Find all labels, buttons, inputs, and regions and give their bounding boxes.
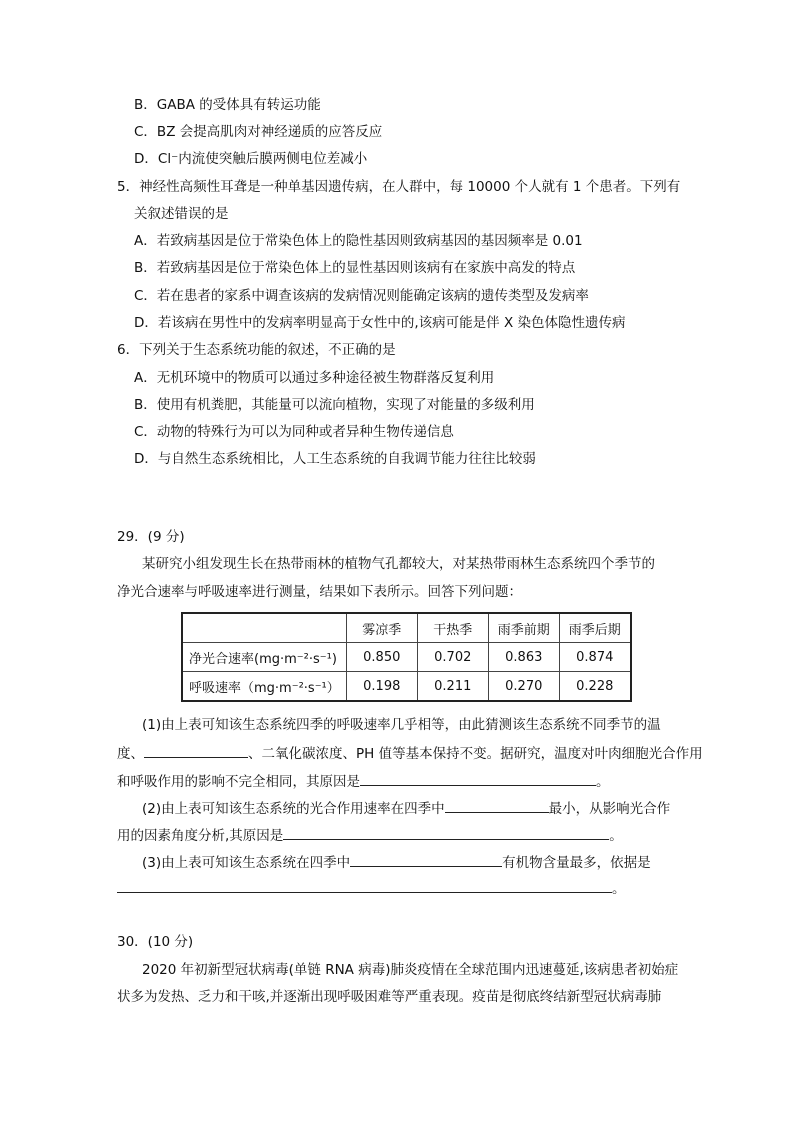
table-cell: 0.270 [488, 672, 559, 702]
answer-blank[interactable] [445, 798, 549, 813]
q29-part1-text: 、二氧化碳浓度、PH 值等基本保持不变。据研究，温度对叶肉细胞光合作用 [248, 746, 703, 762]
table-cell: 0.850 [346, 643, 417, 672]
q30-header: 30．(10 分) [117, 934, 194, 950]
answer-blank[interactable] [144, 743, 248, 758]
q29-header: 29．(9 分) [117, 529, 185, 545]
q29-part2-text: 最小，从影响光合作 [548, 801, 671, 817]
q4-option-b: B．GABA 的受体具有转运功能 [134, 97, 321, 113]
q29-part2-text: 用的因素角度分析,其原因是 [117, 828, 284, 844]
table-header-row [182, 613, 631, 643]
q29-part1-text: 度、 [117, 746, 144, 762]
q29-part2-text: (2)由上表可知该生态系统的光合作用速率在四季中 [142, 801, 445, 817]
q5-stem-line1: 5．神经性高频性耳聋是一种单基因遗传病，在人群中，每 10000 个人就有 1 个患者。下列有 [117, 179, 681, 195]
q29-rate-table [181, 612, 632, 702]
q29-part3-text: (3)由上表可知该生态系统在四季中 [142, 855, 351, 871]
q5-option-b: B．若致病基因是位于常染色体上的显性基因则该病有在家族中高发的特点 [134, 260, 576, 276]
q5-stem-line2: 关叙述错误的是 [134, 206, 229, 222]
table-cell: 0.211 [417, 672, 488, 702]
answer-blank[interactable] [360, 771, 596, 786]
q5-option-a: A．若致病基因是位于常染色体上的隐性基因则致病基因的基因频率是 0.01 [134, 233, 583, 249]
q29-part1-line2 [117, 743, 703, 763]
q4-option-d: D．Cl⁻内流使突触后膜两侧电位差减小 [134, 151, 368, 167]
table-cell: 0.228 [559, 672, 631, 702]
q29-intro-line2: 净光合速率与呼吸速率进行测量，结果如下表所示。回答下列问题： [117, 584, 522, 600]
table-row [182, 643, 631, 672]
table-cell: 0.863 [488, 643, 559, 672]
q29-part1-line3 [117, 771, 610, 791]
table-cell: 0.874 [559, 643, 631, 672]
q29-intro-line1: 某研究小组发现生长在热带雨林的植物气孔都较大，对某热带雨林生态系统四个季节的 [142, 556, 655, 572]
table-cell: 0.198 [346, 672, 417, 702]
q29-part3-line1 [142, 852, 651, 872]
table-col-header: 雨季后期 [559, 613, 631, 643]
q6-option-a: A．无机环境中的物质可以通过多种途径被生物群落反复利用 [134, 370, 495, 386]
answer-blank[interactable] [117, 892, 612, 893]
q29-part2-line1 [142, 798, 670, 818]
answer-blank[interactable] [283, 825, 609, 840]
table-col-header: 雨季前期 [488, 613, 559, 643]
table-row [182, 672, 631, 702]
q29-part3-end: 。 [612, 881, 626, 897]
q6-stem: 6．下列关于生态系统功能的叙述，不正确的是 [117, 342, 396, 358]
q6-option-c: C．动物的特殊行为可以为同种或者异种生物传递信息 [134, 424, 454, 440]
q6-option-b: B．使用有机粪肥，其能量可以流向植物，实现了对能量的多级利用 [134, 397, 535, 413]
q29-part1-text: 。 [596, 774, 610, 790]
q5-option-c: C．若在患者的家系中调查该病的发病情况则能确定该病的遗传类型及发病率 [134, 288, 589, 304]
q5-option-d: D．若该病在男性中的发病率明显高于女性中的,该病可能是伴 X 染色体隐性遗传病 [134, 315, 626, 331]
q29-part2-text: 。 [609, 828, 623, 844]
table-col-header: 干热季 [417, 613, 488, 643]
q29-part3-text: 有机物含量最多，依据是 [502, 855, 651, 871]
q4-option-c: C．BZ 会提高肌肉对神经递质的应答反应 [134, 124, 383, 140]
table-col-header: 雾凉季 [346, 613, 417, 643]
table-corner-cell [182, 613, 346, 643]
q30-line1: 2020 年初新型冠状病毒(单链 RNA 病毒)肺炎疫情在全球范围内迅速蔓延,该病患者初始症 [142, 962, 679, 978]
table-row-label: 净光合速率(mg·m⁻²·s⁻¹) [182, 643, 346, 672]
answer-blank[interactable] [350, 852, 502, 867]
q29-part2-line2 [117, 825, 623, 845]
q30-line2: 状多为发热、乏力和干咳,并逐渐出现呼吸困难等严重表现。疫苗是彻底终结新型冠状病毒肺 [117, 989, 662, 1005]
table-row-label: 呼吸速率（mg·m⁻²·s⁻¹） [182, 672, 346, 702]
q29-part1-line1: (1)由上表可知该生态系统四季的呼吸速率几乎相等，由此猜测该生态系统不同季节的温 [142, 717, 661, 733]
q6-option-d: D．与自然生态系统相比，人工生态系统的自我调节能力往往比较弱 [134, 451, 536, 467]
table-cell: 0.702 [417, 643, 488, 672]
q29-part1-text: 和呼吸作用的影响不完全相同，其原因是 [117, 774, 360, 790]
